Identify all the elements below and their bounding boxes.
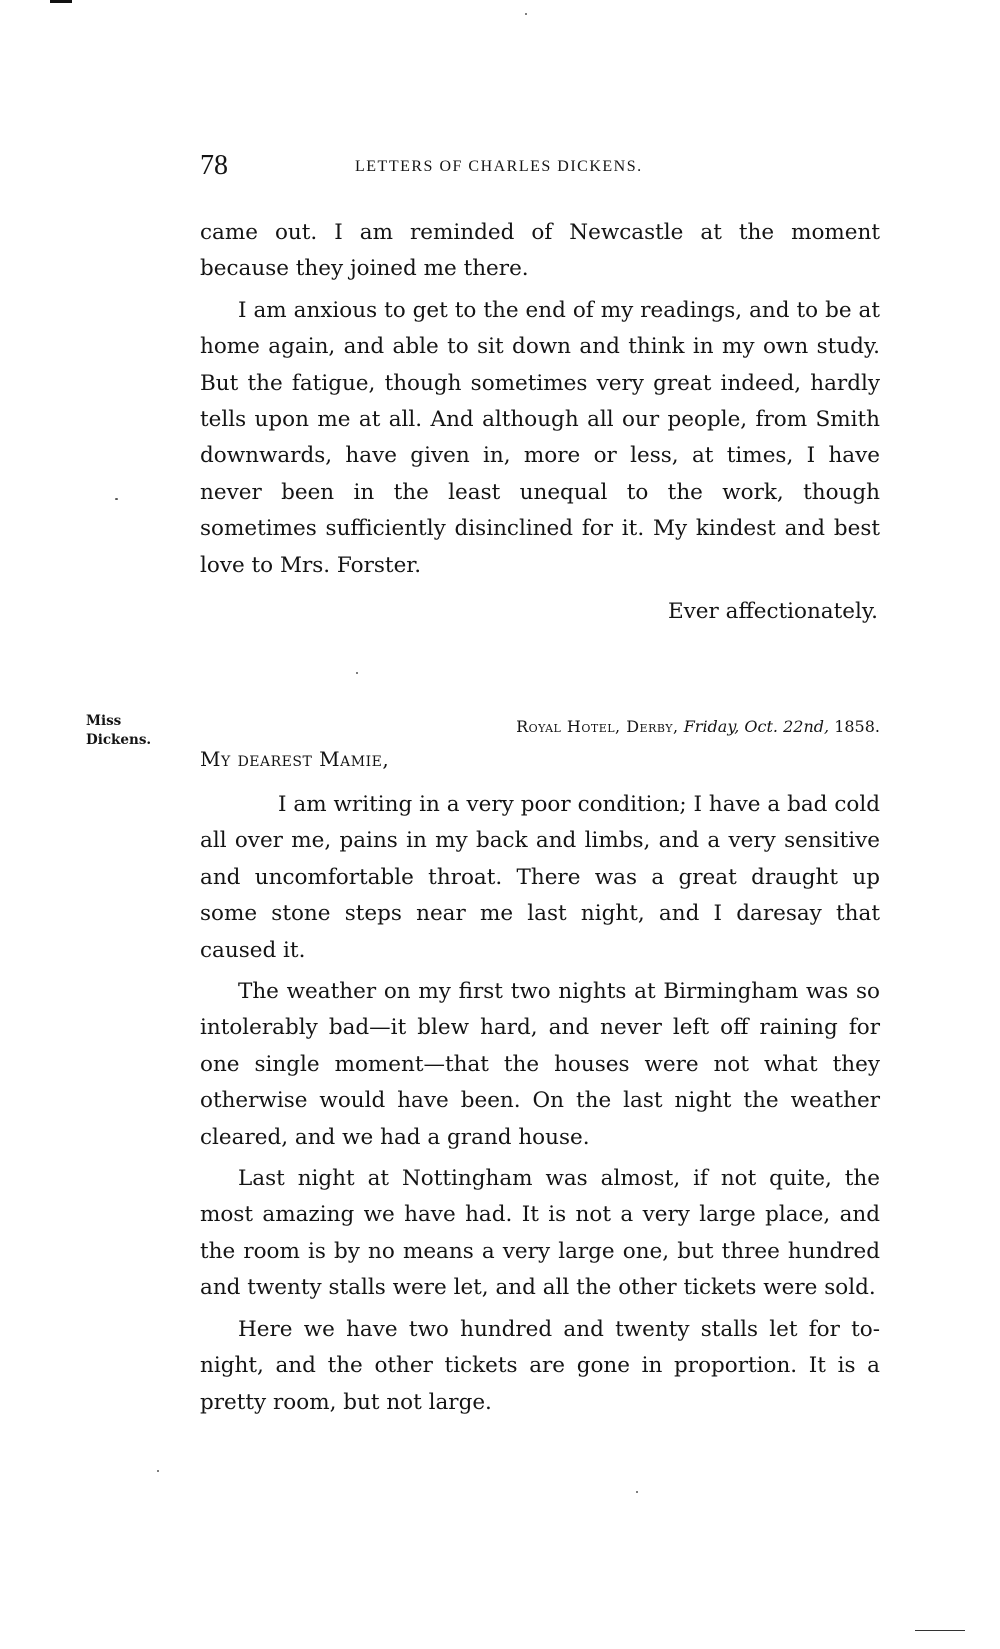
dateline [200,716,880,738]
dateline-place: Royal Hotel, Derby, [516,717,679,736]
running-head [200,150,880,186]
dateline-day: Friday, Oct. 22nd, [683,717,830,736]
scan-edge-line [915,1630,965,1631]
margin-note-line: Miss [86,713,122,729]
page-number: 78 [200,150,228,181]
salutation: My dearest Mamie, [200,747,390,771]
margin-note-line: Dickens. [86,732,152,748]
letter-two-body [200,787,880,1421]
paragraph: The weather on my first two nights at Birmingham was so intolerably bad—it blew hard, and never left off raining for one single moment—that the houses were not what they otherwise would have been. On the last night the weather cleared, and we had a grand house. [200,979,880,1150]
paragraph: Here we have two hundred and twenty stalls let for to-night, and the other tickets are gone in proportion. It is a pretty room, but not large. [200,1316,880,1415]
margin-note [86,712,151,750]
paragraph: Last night at Nottingham was almost, if not quite, the most amazing we have had. It is not a very large place, and the room is by no means a very large one, but three hundred and twenty stalls were let, and all the other tickets were sold. [200,1166,880,1301]
scan-speck [525,13,527,15]
scan-speck [157,1470,159,1472]
signoff: Ever affectionately. [667,599,878,624]
paragraph: I am anxious to get to the end of my readings, and to be at home again, and able to sit down and think in my own study. But the fatigue, though sometimes very great indeed, hardly tells upon me at all. And although all our people, from Smith downwards, have given in, more or less, at times, I have never been in the least unequal to the work, though sometimes sufficiently disinclined for it. My kindest and best love to Mrs. Forster. [200,297,880,578]
letter-one-body [200,215,880,584]
scan-speck [115,498,118,500]
scan-speck [356,672,358,674]
running-title: LETTERS OF CHARLES DICKENS. [355,158,643,175]
scan-edge-mark [50,0,72,3]
paragraph: came out. I am reminded of Newcastle at the moment because they joined me there. [200,220,880,282]
dateline-year: 1858. [834,717,880,736]
paragraph: I am writing in a very poor condition; I have a bad cold all over me, pains in my back and limbs, and a very sensitive and uncomfortable throat. There was a great draught up some stone steps near me last night, and I daresay that caused it. [200,792,880,963]
scan-speck [636,1491,638,1493]
